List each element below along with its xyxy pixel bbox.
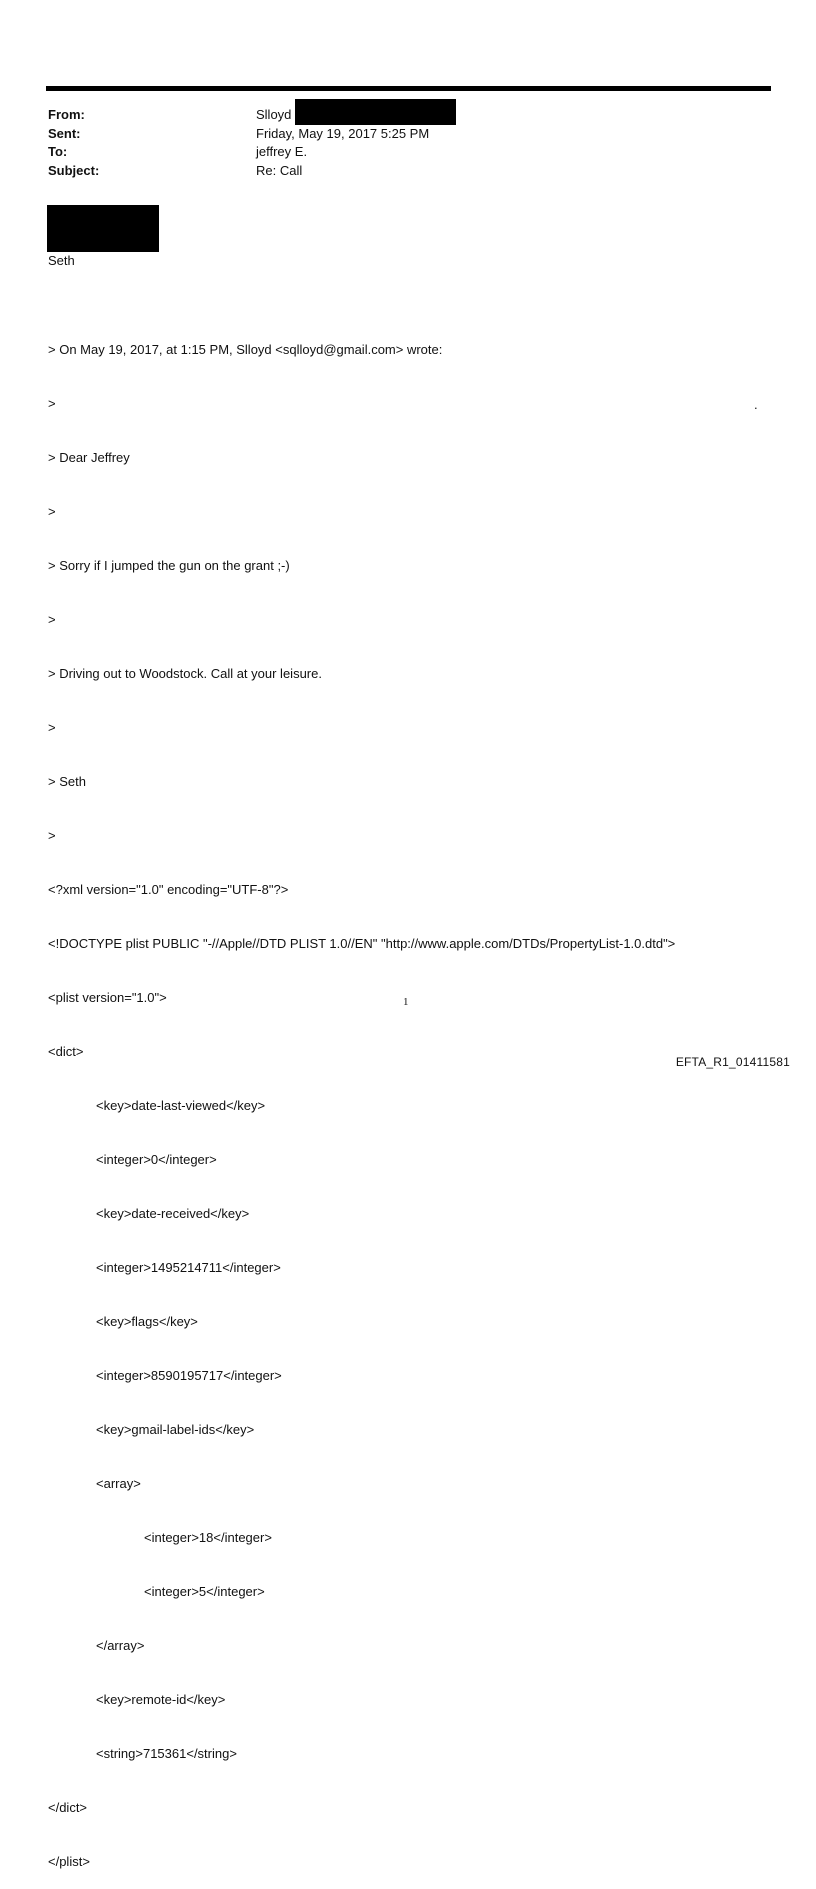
email-header	[48, 106, 456, 180]
body-line: <plist version="1.0">	[48, 990, 167, 1005]
body-line: > Sorry if I jumped the gun on the grant ;-)	[48, 558, 290, 573]
redaction-box	[47, 205, 159, 252]
body-line: <?xml version="1.0" encoding="UTF-8"?>	[48, 882, 289, 897]
body-line: <key>flags</key>	[96, 1314, 198, 1329]
body-line: <key>date-received</key>	[96, 1206, 250, 1221]
sent-label: Sent:	[48, 125, 81, 141]
body-line: <integer>1495214711</integer>	[96, 1260, 281, 1275]
subject-row	[48, 162, 456, 181]
subject-value: Re: Call	[256, 162, 303, 178]
body-line: </array>	[96, 1638, 145, 1653]
body-line: >	[48, 720, 56, 735]
bates-number: EFTA_R1_01411581	[675, 1055, 790, 1069]
body-line: <integer>0</integer>	[96, 1152, 217, 1167]
page-number: 1	[403, 996, 409, 1008]
body-line: >	[48, 612, 56, 627]
body-line: >	[48, 396, 56, 411]
sent-value: Friday, May 19, 2017 5:25 PM	[256, 125, 430, 141]
body-line: > Dear Jeffrey	[48, 450, 130, 465]
sent-row	[48, 125, 456, 144]
from-label: From:	[48, 107, 85, 122]
body-line: <array>	[96, 1476, 141, 1491]
body-line: <!DOCTYPE plist PUBLIC "-//Apple//DTD PLIST 1.0//EN" "http://www.apple.com/DTDs/PropertyList-1.0.dtd">	[48, 936, 676, 951]
body-line: <string>715361</string>	[96, 1746, 237, 1761]
signature: Seth	[48, 253, 75, 268]
body-line: <dict>	[48, 1044, 84, 1059]
body-line: <key>gmail-label-ids</key>	[96, 1422, 255, 1437]
to-label: To:	[48, 144, 68, 159]
body-line: </plist>	[48, 1854, 90, 1869]
body-line: >	[48, 504, 56, 519]
from-name: Slloyd	[256, 107, 292, 122]
from-row	[48, 106, 456, 125]
body-line: > On May 19, 2017, at 1:15 PM, Slloyd <sqlloyd@gmail.com> wrote:	[48, 342, 443, 357]
to-value: jeffrey E.	[256, 144, 308, 159]
body-line: >	[48, 828, 56, 843]
message-body	[48, 305, 675, 1889]
body-line: <integer>18</integer>	[144, 1530, 272, 1545]
to-row	[48, 143, 456, 162]
body-line: <integer>8590195717</integer>	[96, 1368, 282, 1383]
body-line: <key>date-last-viewed</key>	[96, 1098, 266, 1113]
redaction-box	[295, 99, 456, 125]
body-line: > Driving out to Woodstock. Call at your leisure.	[48, 666, 322, 681]
from-value	[256, 106, 456, 125]
body-line: </dict>	[48, 1800, 88, 1815]
stray-mark: .	[754, 397, 758, 412]
body-line: > Seth	[48, 774, 86, 789]
body-line: <integer>5</integer>	[144, 1584, 265, 1599]
header-rule	[46, 86, 771, 91]
subject-label: Subject:	[48, 162, 100, 178]
body-line: <key>remote-id</key>	[96, 1692, 226, 1707]
